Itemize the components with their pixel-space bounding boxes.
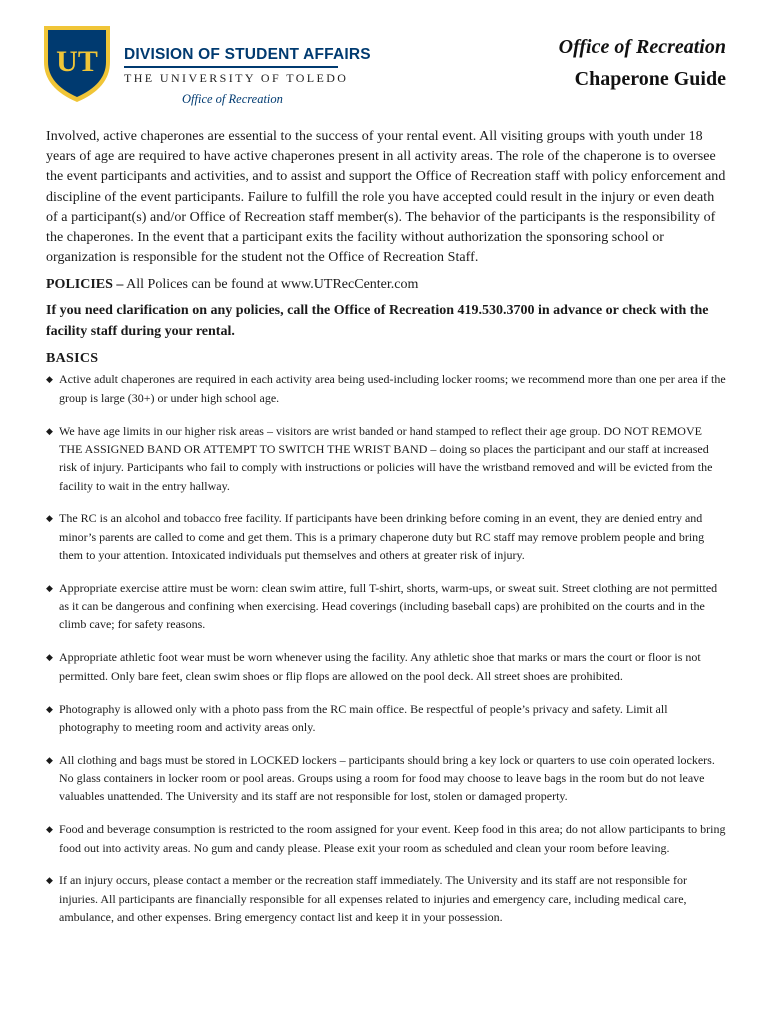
list-item bbox=[46, 648, 728, 685]
diamond-bullet-icon: ◆ bbox=[46, 513, 53, 524]
university-shield-logo bbox=[40, 22, 114, 104]
list-item-text: The RC is an alcohol and tobacco free facility. If participants have been drinking before coming in an event, they are denied entry and minor’s parents are called to come and get them. This is a primary chaperone duty but RC staff may remove problem people and bring them to your attention. Intoxicated individuals put themselves and others at greater risk of injury. bbox=[59, 511, 705, 562]
policies-line bbox=[46, 275, 728, 295]
office-name-small: Office of Recreation bbox=[182, 92, 283, 106]
diamond-bullet-icon: ◆ bbox=[46, 875, 53, 886]
list-item bbox=[46, 370, 728, 407]
diamond-bullet-icon: ◆ bbox=[46, 582, 53, 593]
division-name: DIVISION OF STUDENT AFFAIRS bbox=[124, 46, 371, 63]
list-item bbox=[46, 700, 728, 737]
list-item-text: All clothing and bags must be stored in LOCKED lockers – participants should bring a key lock or quarters to use coin operated lockers. No glass containers in locker room or pool areas. Groups using a room for food may choose to leave bags in the room but do not leave valuables unattended. The University and its staff are not responsible for lost, stolen or damaged property. bbox=[59, 752, 715, 804]
diamond-bullet-icon: ◆ bbox=[46, 824, 53, 835]
logo-letters: UT bbox=[56, 45, 98, 78]
policies-text: All Polices can be found at www.UTRecCenter.com bbox=[123, 277, 419, 293]
intro-paragraph: Involved, active chaperones are essential to the success of your rental event. All visiting groups with youth under 18 years of age are required to have active chaperones present in all activity areas. The role of the chaperone is to oversee the event participants and activities, and to assist and support the Office of Recreation staff with policy enforcement and discipline of the event participants. Failure to fulfill the role you have accepted could result in the injury or even death of a participant(s) and/or Office of Recreation staff member(s). The behavior of the participants is the responsibility of the chaperones. In the event that a participant exits the facility without authorization the sponsoring school or organization is responsible for the student not the Office of Recreation Staff. bbox=[46, 129, 726, 266]
clarification-note: If you need clarification on any policies, call the Office of Recreation 419.530.3700 in advance or check with the facility staff during your rental. bbox=[46, 303, 709, 340]
list-item-text: Active adult chaperones are required in each activity area being used-including locker rooms; we recommend more than one per area if the group is large (30+) or under high school age. bbox=[59, 372, 726, 405]
list-item bbox=[46, 579, 728, 634]
basics-heading: BASICS bbox=[46, 351, 99, 367]
header-rule bbox=[124, 66, 338, 68]
list-item-text: Appropriate athletic foot wear must be worn whenever using the facility. Any athletic shoe that marks or mars the court or floor is not permitted. Only bare feet, clean swim shoes or flip flops are allowed on the pool deck. All street shoes are prohibited. bbox=[59, 650, 701, 683]
document-header bbox=[0, 0, 770, 120]
policies-label: POLICIES – bbox=[46, 277, 124, 293]
list-item bbox=[46, 820, 728, 857]
list-item bbox=[46, 509, 728, 564]
document-body bbox=[46, 127, 728, 941]
list-item-text: Photography is allowed only with a photo pass from the RC main office. Be respectful of people’s privacy and safety. Limit all photography to meeting room and activity areas only. bbox=[59, 701, 668, 734]
list-item bbox=[46, 751, 728, 806]
diamond-bullet-icon: ◆ bbox=[46, 652, 53, 663]
diamond-bullet-icon: ◆ bbox=[46, 703, 53, 714]
university-name: THE UNIVERSITY OF TOLEDO bbox=[124, 71, 349, 85]
list-item bbox=[46, 422, 728, 495]
list-item-text: We have age limits in our higher risk areas – visitors are wrist banded or hand stamped to reflect their age group. DO NOT REMOVE THE ASSIGNED BAND OR ATTEMPT TO SWITCH THE WRIST BAND – doing so places the participant and our staff at increased risk of injury. Participants who fail to comply with instructions or policies will have the wristband removed and will be evicted from the facility to wait in the entry hallway. bbox=[59, 423, 713, 493]
page-title: Office of Recreation bbox=[558, 36, 726, 58]
diamond-bullet-icon: ◆ bbox=[46, 754, 53, 765]
basics-list bbox=[46, 370, 728, 926]
page-subtitle: Chaperone Guide bbox=[574, 68, 726, 90]
list-item-text: Appropriate exercise attire must be worn: clean swim attire, full T-shirt, shorts, warm-ups, or sweat suit. Street clothing are not permitted as it can be dangerous and confining when exercising. Head coverings (including baseball caps) are prohibited on the courts and in the climb cave; for safety reasons. bbox=[59, 580, 718, 632]
list-item-text: Food and beverage consumption is restricted to the room assigned for your event. Keep food in this area; do not allow participants to bring food out into activity areas. No gum and candy please. Please exit your room as scheduled and clean your room before leaving. bbox=[59, 822, 726, 855]
list-item bbox=[46, 871, 728, 926]
diamond-bullet-icon: ◆ bbox=[46, 374, 53, 385]
list-item-text: If an injury occurs, please contact a member or the recreation staff immediately. The University and its staff are not responsible for injuries. All participants are financially responsible for all expenses related to injuries and emergency care, including medical care, ambulance, and other expenses. Bring emergency contact list and keep it in your possession. bbox=[59, 873, 688, 924]
diamond-bullet-icon: ◆ bbox=[46, 425, 53, 436]
